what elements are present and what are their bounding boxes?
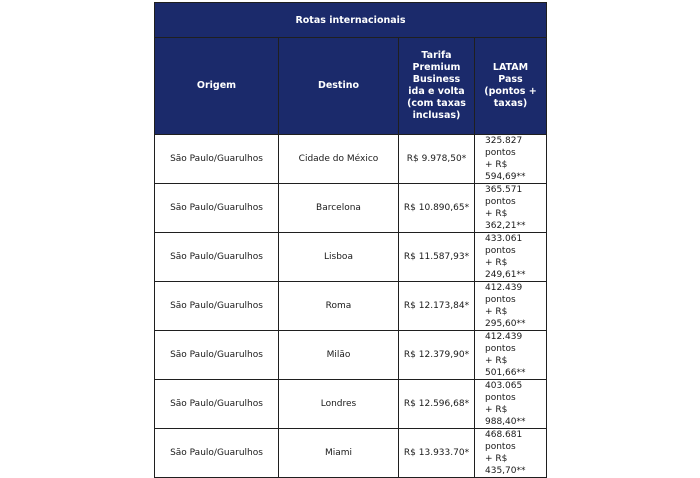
cell-taxas: + R$ 295,60**	[485, 307, 526, 329]
cell-origem: São Paulo/Guarulhos	[155, 184, 279, 233]
cell-latam-pass	[475, 380, 547, 429]
cell-pontos: 412.439 pontos	[485, 283, 523, 305]
cell-pontos: 403.065 pontos	[485, 381, 523, 403]
table-row	[155, 331, 547, 380]
header-origem: Origem	[155, 38, 279, 135]
cell-latam-pass	[475, 184, 547, 233]
cell-destino: Barcelona	[279, 184, 399, 233]
cell-origem: São Paulo/Guarulhos	[155, 233, 279, 282]
cell-pontos: 468.681 pontos	[485, 430, 523, 452]
cell-pontos: 412.439 pontos	[485, 332, 523, 354]
cell-pontos: 365.571 pontos	[485, 185, 523, 207]
table-row	[155, 184, 547, 233]
table-row	[155, 380, 547, 429]
header-latam-pass-label: LATAM Pass (pontos + taxas)	[484, 62, 537, 109]
cell-tarifa: R$ 13.933.70*	[399, 429, 475, 478]
cell-origem: São Paulo/Guarulhos	[155, 380, 279, 429]
cell-latam-pass	[475, 233, 547, 282]
cell-taxas: + R$ 249,61**	[485, 258, 526, 280]
cell-latam-pass	[475, 282, 547, 331]
cell-destino: Londres	[279, 380, 399, 429]
header-destino: Destino	[279, 38, 399, 135]
table-title-row	[155, 3, 547, 38]
cell-destino: Lisboa	[279, 233, 399, 282]
header-latam-pass	[475, 38, 547, 135]
cell-taxas: + R$ 594,69**	[485, 160, 526, 182]
cell-destino: Miami	[279, 429, 399, 478]
table-title: Rotas internacionais	[155, 3, 547, 38]
header-tarifa	[399, 38, 475, 135]
cell-taxas: + R$ 435,70**	[485, 454, 526, 476]
cell-origem: São Paulo/Guarulhos	[155, 331, 279, 380]
cell-pontos: 433.061 pontos	[485, 234, 523, 256]
cell-tarifa: R$ 11.587,93*	[399, 233, 475, 282]
cell-tarifa: R$ 10.890,65*	[399, 184, 475, 233]
cell-tarifa: R$ 12.173,84*	[399, 282, 475, 331]
routes-table	[154, 2, 547, 478]
cell-taxas: + R$ 988,40**	[485, 405, 526, 427]
table-row	[155, 429, 547, 478]
table-row	[155, 135, 547, 184]
cell-latam-pass	[475, 331, 547, 380]
cell-tarifa: R$ 12.379,90*	[399, 331, 475, 380]
table-row	[155, 282, 547, 331]
cell-tarifa: R$ 9.978,50*	[399, 135, 475, 184]
cell-destino: Roma	[279, 282, 399, 331]
cell-destino: Cidade do México	[279, 135, 399, 184]
cell-origem: São Paulo/Guarulhos	[155, 429, 279, 478]
cell-origem: São Paulo/Guarulhos	[155, 282, 279, 331]
cell-latam-pass	[475, 429, 547, 478]
cell-pontos: 325.827 pontos	[485, 136, 523, 158]
cell-origem: São Paulo/Guarulhos	[155, 135, 279, 184]
cell-destino: Milão	[279, 331, 399, 380]
cell-taxas: + R$ 501,66**	[485, 356, 526, 378]
header-tarifa-label: Tarifa Premium Business ida e volta (com taxas inclusas)	[407, 50, 466, 121]
cell-tarifa: R$ 12.596,68*	[399, 380, 475, 429]
table-row	[155, 233, 547, 282]
cell-latam-pass	[475, 135, 547, 184]
table-header-row	[155, 38, 547, 135]
cell-taxas: + R$ 362,21**	[485, 209, 526, 231]
